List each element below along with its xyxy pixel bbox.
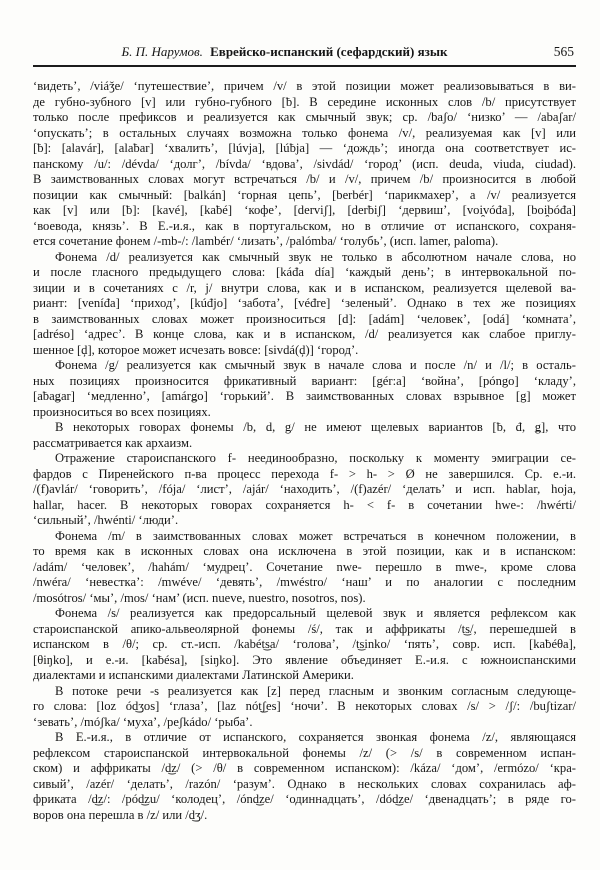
chapter-title: Еврейско-испанский (сефардский) язык <box>210 44 448 59</box>
text-line: Отражение староиспанского f- неединообразно, поскольку к моменту эмиграции се- <box>55 451 576 465</box>
running-head-center <box>33 44 576 60</box>
paragraph <box>33 606 576 684</box>
text-line: [adréso] ‘адрес’. В конце слова, как и в испанском, /d/ реализуется как слабое приглу- <box>33 327 576 341</box>
text-line: как [v] или [ƀ]: [kavé], [kaƀé] ‘кофе’, [derviʃ], [derƀiʃ] ‘дервиш’, [voi̯vóđa], [boi̯bóđa] <box>33 203 576 217</box>
text-line: Фонема /s/ реализуется как предорсальный щелевой звук и является рефлексом как <box>55 606 576 620</box>
text-line: Фонема /m/ в заимствованных словах может встречаться в конечном положении, в <box>55 528 576 543</box>
text-line: го слова: [loz ód͜ʒos] ‘глаза’, [laz nót͜ʃes] ‘ночи’. В некоторых словах /s/ > /ʃ/: /buʃtizar/ <box>33 699 576 713</box>
text-line: ется сочетание фонем /-mb-/: /lambér/ ‘лизать’, /palómba/ ‘голубь’, (исп. lamer, paloma). <box>33 234 499 248</box>
text-line: ском) и аффрикаты /d͜z/ (> /θ/ в современном испанском): /káza/ ‘дом’, /ermózo/ ‘кра- <box>33 761 576 775</box>
text-line: /mosótros/ ‘мы’, /mos/ ‘нам’ (исп. nueve, nuestro, nosotros, nos). <box>33 590 366 605</box>
text-line: ‘воевода, князь’. В Е.-и.я., как в португальском, но в отличие от испанского, сохраня- <box>33 218 576 233</box>
text-line: панскому /u/: /dévda/ ‘долг’, /bívda/ ‘вдова’, /sivdád/ ‘город’ (исп. deuda, viuda, ciudad). <box>33 156 576 171</box>
text-line: /nwéra/ ‘невестка’: /mwéve/ ‘девять’, /mwéstro/ ‘наш’ и по аналогии с последним <box>33 575 576 589</box>
paragraph <box>33 358 576 420</box>
text-line: [ƀ]: [alavár], [alaƀar] ‘хвалить’, [lúvja], [lúƀja] — ‘дождь’; иногда она соответствует ис- <box>33 141 576 155</box>
author-name: Б. П. Нарумов. <box>121 44 203 59</box>
paragraph <box>33 451 576 529</box>
text-line: произноситься во всех позициях. <box>33 404 211 419</box>
text-line: воров она перешла в /z/ или /d͜ʒ/. <box>33 807 208 822</box>
text-line: староиспанской апико-альвеолярной фонемы /ś/, так и аффрикаты /t͜s/, перешедшей в <box>33 621 576 636</box>
text-line: /adám/ ‘человек’, /hahám/ ‘мудрец’. Сочетание nwe- перешло в mwe-, кроме слова <box>33 559 576 574</box>
text-line: только после префиксов и реализуется как смычный звук; ср. /baʃo/ ‘низко’ — /abaʃar/ <box>33 110 576 124</box>
paragraph <box>33 529 576 607</box>
text-line: и после гласного предыдущего слова: [káđa día] ‘каждый день’; в интервокальной по- <box>33 265 576 279</box>
text-line: В потоке речи -s реализуется как [z] перед гласным и звонким согласным следующе- <box>55 683 576 698</box>
paragraph <box>33 79 576 250</box>
text-line: то время как в исконных словах она исключена в этой позиции, как и в испанском: <box>33 544 576 558</box>
text-line: позиции как смычный: [balkán] ‘горная цепь’, [berbér] ‘парикмахер’, а /v/ реализуется <box>33 187 576 202</box>
text-line: де губно-зубного [v] или губно-губного [ƀ]. В середине исконных слов /b/ присутствует <box>33 94 576 109</box>
running-head <box>33 44 576 60</box>
text-line: шенное [ḑ], которое может исчезать вовсе: [sivdá(ḑ)] ‘город’. <box>33 342 359 357</box>
text-line: сивый’, /azér/ ‘делать’, /razón/ ‘разум’. Однако в нескольких словах сохранилась аф- <box>33 776 576 791</box>
text-line: В Е.-и.я., в отличие от испанского, сохраняется звонкая фонема /z/, являющаяся <box>55 730 576 744</box>
text-line: [aƀaǥar] ‘медленно’, [amárǥo] ‘горький’. В заимствованных словах взрывное [g] может <box>33 389 576 403</box>
text-column <box>33 0 576 823</box>
text-line: [θiŋko], и е.-и. [kaƀésa], [siŋko]. Это явление объединяет Е.-и.я. с южноиспанскими <box>33 652 576 667</box>
text-line: ‘сильный’, /hwénti/ ‘люди’. <box>33 513 179 527</box>
text-line: фардов с Пиренейского п-ва процесс перехода f- > h- > Ø не завершился. Ср. е.-и. <box>33 466 576 481</box>
paragraph <box>33 684 576 731</box>
text-line: ‘видеть’, /viáǯe/ ‘путешествие’, причем /v/ в этой позиции может реализовываться в ви- <box>33 79 576 93</box>
text-line: диалектами и испанскими диалектами Латинской Америки. <box>33 668 354 682</box>
text-line: ‘зевать’, /móʃka/ ‘муха’, /peʃkádo/ ‘рыба’. <box>33 714 253 729</box>
paragraph <box>33 730 576 823</box>
text-line: испанском в /θ/; ср. ст.-исп. /kabét͜sa/ ‘голова’, /t͜sinko/ ‘пять’, совр. исп. [kaƀéθa], <box>33 637 576 651</box>
text-line: риант: [veníđa] ‘приход’, [kúđjo] ‘забота’, [véđre] ‘зеленый’. Однако в тех же позициях <box>33 296 576 310</box>
text-line: ‘опускать’; в остальных случаях возможна только фонема /v/, реализуемая как [v] или <box>33 125 576 140</box>
text-line: hallar, hacer. В некоторых говорах сохраняется h- < f- в сочетании hwe-: /hwérti/ <box>33 497 576 512</box>
text-line: фриката /d͜z/: /pód͜zu/ ‘колодец’, /ónd͜ze/ ‘одиннадцать’, /dód͜ze/ ‘двенадцать’; в ряде го- <box>33 792 576 806</box>
text-line: /(f)avlár/ ‘говорить’, /fója/ ‘лист’, /ajár/ ‘находить’, /(f)azér/ ‘делать’ и исп. hablar, hoja, <box>33 482 576 496</box>
text-line: В некоторых говорах фонемы /b, d, g/ не имеют щелевых вариантов [ƀ, đ, ǥ], что <box>55 420 576 434</box>
text-line: В заимствованных словах могут встречаться /b/ и /v/, причем /b/ произносится в любой <box>33 172 576 186</box>
text-line: Фонема /d/ реализуется как смычный звук не только в абсолютном начале слова, но <box>55 249 576 264</box>
page-number: 565 <box>553 44 574 59</box>
text-line: рефлексом староиспанской интервокальной фонемы /z/ (> /s/ в современном испан- <box>33 745 576 760</box>
paragraph <box>33 250 576 359</box>
text-line: зиции и в сочетаниях с /r, j/ внутри слова, как и в испанском, реализуется щелевой ва- <box>33 280 576 295</box>
paragraph <box>33 420 576 451</box>
text-line: ных позициях произносится фрикативный вариант: [gér:a] ‘война’, [póngo] ‘кладу’, <box>33 373 576 388</box>
body-text <box>33 79 576 823</box>
header-rule <box>33 65 576 67</box>
text-line: рассматривается как архаизм. <box>33 435 193 450</box>
text-line: в заимствованных словах может произноситься [d]: [adám] ‘человек’, [odá] ‘комната’, <box>33 311 576 326</box>
text-line: Фонема /g/ реализуется как смычный звук в начале слова и после /n/ и /l/; в осталь- <box>55 358 576 372</box>
